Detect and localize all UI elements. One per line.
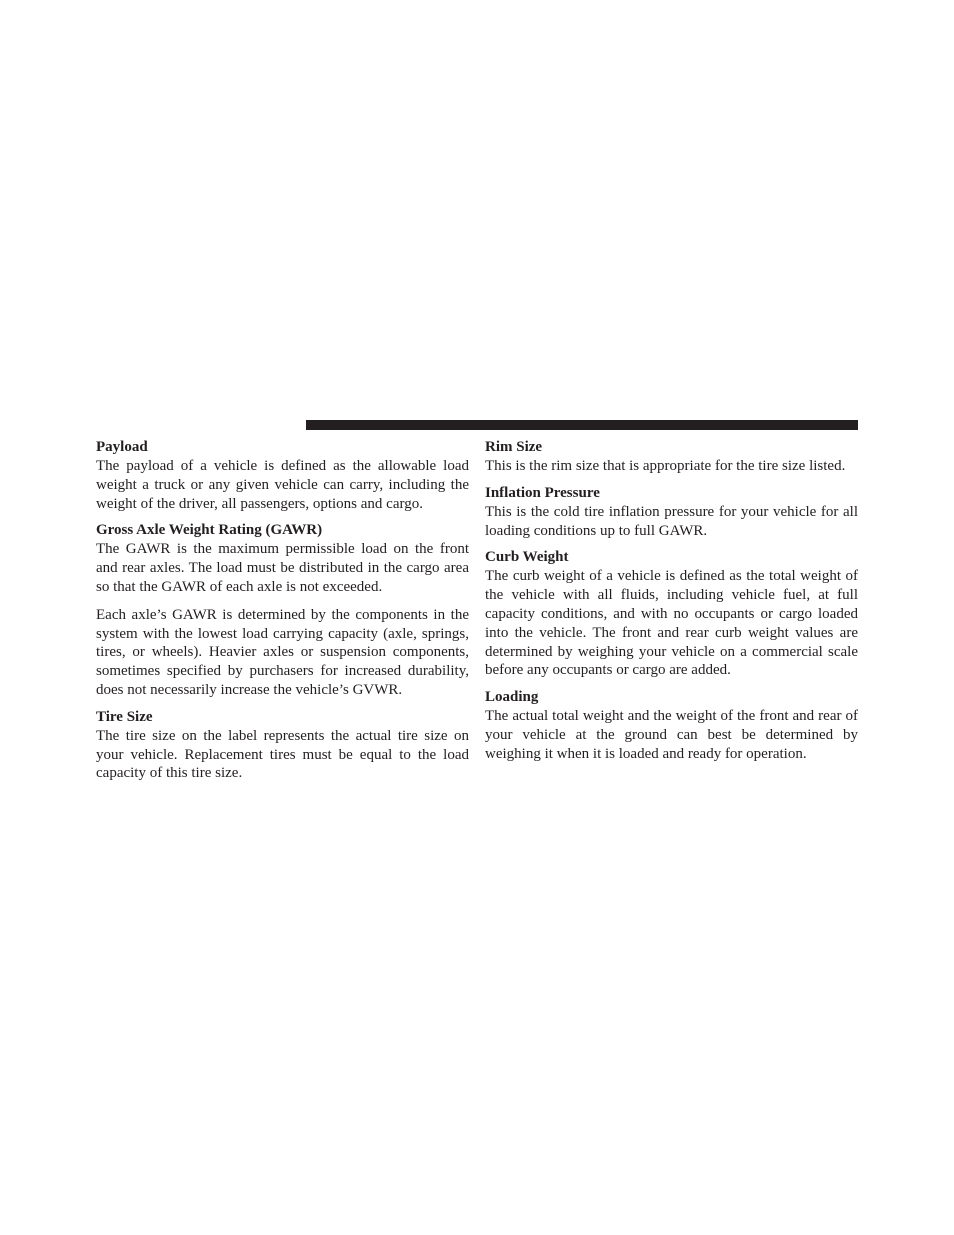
payload-body: The payload of a vehicle is defined as the allowable load weight a truck or any given vehicle can carry, including the weight of the driver, all passengers, options and cargo. [96,458,469,512]
curb-weight-body: The curb weight of a vehicle is defined as the total weight of the vehicle with all fluids, including vehicle fuel, at full capacity conditions, and with no occupants or cargo loaded into the vehicle. The front and rear curb weight values are determined by weighing your vehicle on a commercial scale before any occupants or cargo are added. [485,568,858,679]
header-rule [306,420,858,430]
payload-heading: Payload [96,439,148,455]
payload-section [96,438,469,513]
gawr-body: The GAWR is the maximum permissible load on the front and rear axles. The load must be distributed in the cargo area so that the GAWR of each axle is not exceeded. [96,541,469,595]
tire-size-body: The tire size on the label represents the actual tire size on your vehicle. Replacement tires must be equal to the load capacity of this tire size. [96,727,469,782]
rim-size-heading: Rim Size [485,439,543,455]
loading-section [485,688,858,763]
rim-size-section [485,438,858,476]
rim-size-body: This is the rim size that is appropriate for the tire size listed. [485,458,846,474]
inflation-pressure-heading: Inflation Pressure [485,484,600,501]
curb-weight-heading: Curb Weight [485,549,569,566]
gawr-heading: Gross Axle Weight Rating (GAWR) [96,522,323,539]
curb-weight-section [485,548,858,680]
gawr-body-2: Each axle’s GAWR is determined by the components in the system with the lowest load carrying capacity (axle, springs, tires, or wheels). Heavier axles or suspension components, sometimes specified by purchasers for increased durability, does not necessarily increase the vehicle’s GVWR. [96,606,469,698]
left-column [96,438,469,783]
inflation-pressure-section [485,484,858,541]
right-column [485,438,858,764]
inflation-pressure-body: This is the cold tire inflation pressure for your vehicle for all loading conditions up to full GAWR. [485,503,858,539]
loading-body: The actual total weight and the weight of the front and rear of your vehicle at the ground can best be determined by weighing it when it is loaded and ready for operation. [485,708,858,762]
gawr-section [96,521,469,699]
tire-size-heading: Tire Size [96,708,153,725]
loading-heading: Loading [485,689,539,706]
tire-size-section [96,708,469,783]
